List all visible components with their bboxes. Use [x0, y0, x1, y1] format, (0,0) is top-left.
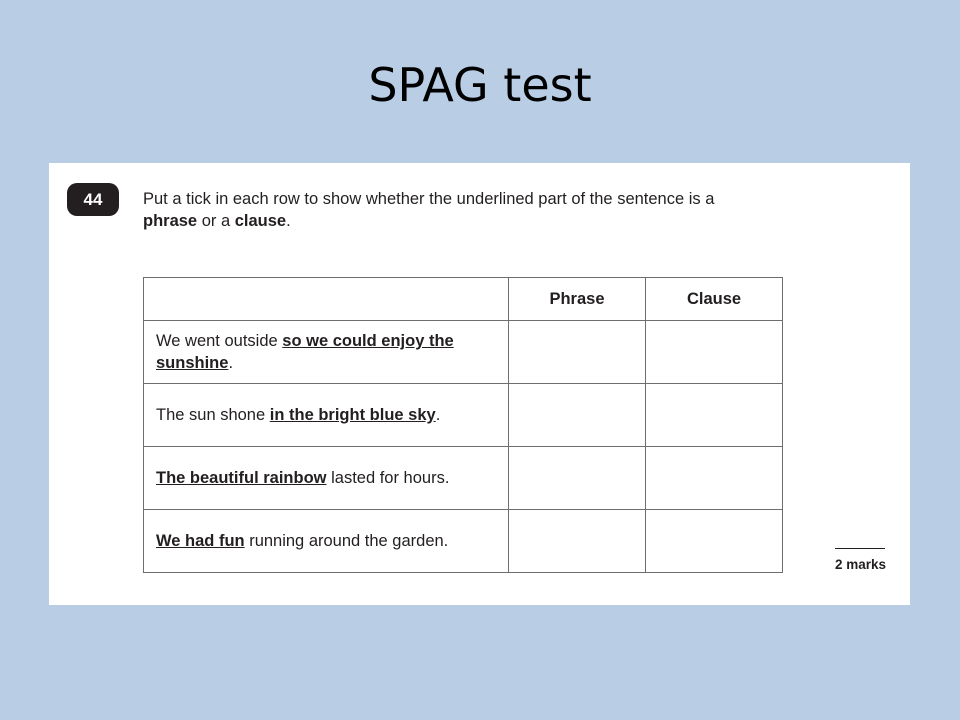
- question-text-part3: .: [286, 212, 291, 230]
- question-number-badge: 44: [67, 183, 119, 216]
- question-text-part2: or a: [201, 212, 231, 230]
- question-panel: [49, 163, 910, 605]
- sentence-text: .: [435, 406, 441, 424]
- table-row: [144, 321, 783, 384]
- header-empty: [144, 278, 509, 321]
- underlined-part: We had fun: [156, 532, 245, 550]
- underlined-part: in the bright blue sky: [269, 406, 436, 424]
- sentence-text: .: [228, 354, 234, 372]
- table-row: [144, 510, 783, 573]
- underlined-part: so we could enjoy the sunshine: [156, 332, 454, 372]
- header-phrase: Phrase: [509, 278, 646, 321]
- marks-rule: [835, 548, 885, 549]
- phrase-term: phrase: [143, 212, 198, 230]
- table-row: [144, 447, 783, 510]
- sentence-text: We went outside: [156, 332, 283, 350]
- table-header-row: [144, 278, 783, 321]
- sentence-text: The sun shone: [156, 406, 270, 424]
- sentence-text: lasted for hours.: [326, 469, 450, 487]
- phrase-tick-box[interactable]: [509, 510, 646, 573]
- sentence-cell: [144, 321, 509, 384]
- phrase-tick-box[interactable]: [509, 447, 646, 510]
- header-clause: Clause: [646, 278, 783, 321]
- underlined-part: The beautiful rainbow: [156, 469, 327, 487]
- phrase-tick-box[interactable]: [509, 321, 646, 384]
- question-instructions: [143, 188, 843, 232]
- clause-tick-box[interactable]: [646, 510, 783, 573]
- marks-label: 2 marks: [835, 557, 887, 572]
- sentence-text: running around the garden.: [244, 532, 449, 550]
- phrase-tick-box[interactable]: [509, 384, 646, 447]
- slide-title: SPAG test: [368, 58, 592, 112]
- table-row: [144, 384, 783, 447]
- clause-term: clause: [234, 212, 287, 230]
- sentence-cell: [144, 510, 509, 573]
- clause-tick-box[interactable]: [646, 384, 783, 447]
- answer-table: [143, 277, 783, 573]
- question-text-part1: Put a tick in each row to show whether the underlined part of the sentence is a: [143, 190, 715, 208]
- sentence-cell: [144, 384, 509, 447]
- sentence-cell: [144, 447, 509, 510]
- clause-tick-box[interactable]: [646, 447, 783, 510]
- clause-tick-box[interactable]: [646, 321, 783, 384]
